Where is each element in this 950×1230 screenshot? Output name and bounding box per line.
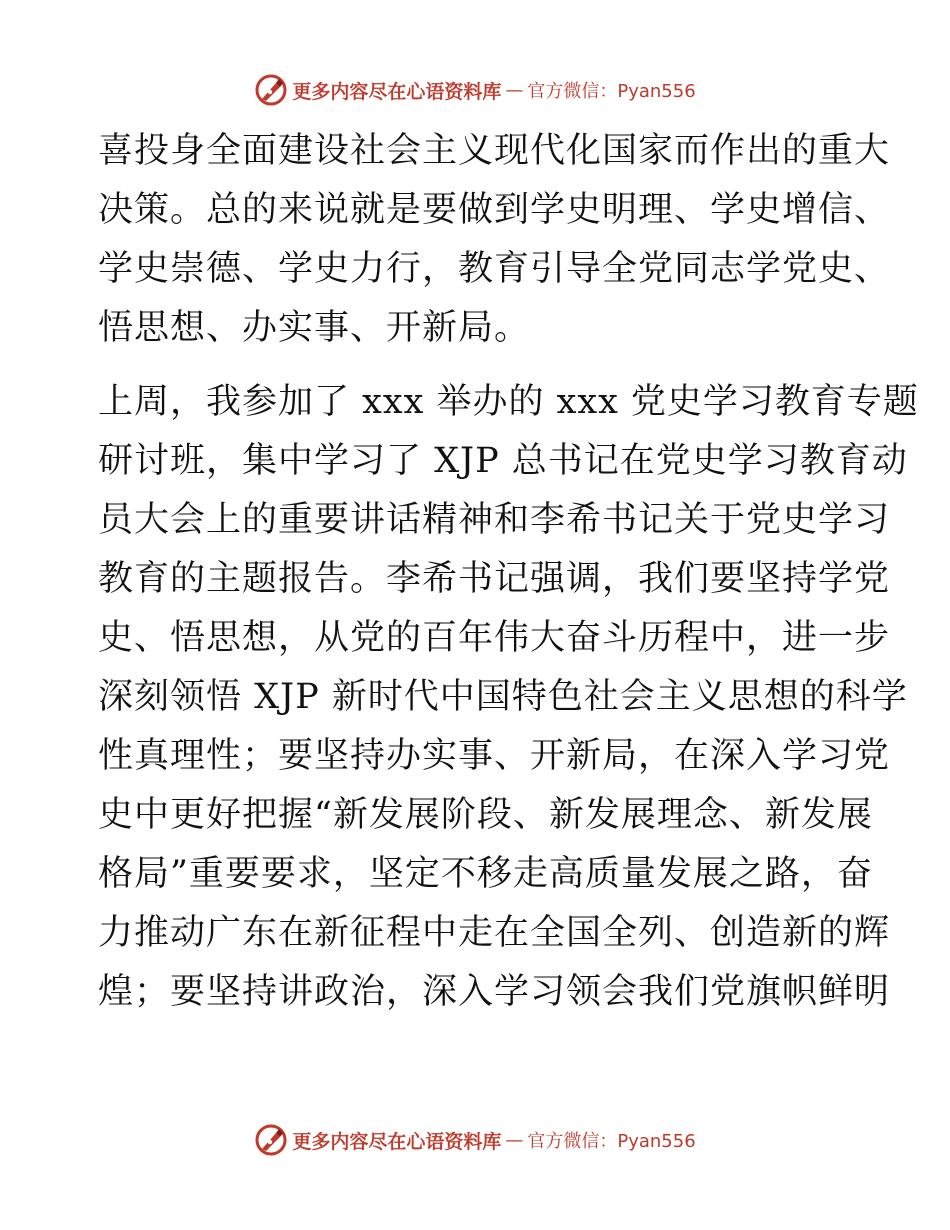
- pen-circle-logo-icon: [254, 1123, 288, 1157]
- text-line: 喜投身全面建设社会主义现代化国家而作出的重大: [98, 131, 891, 171]
- text-line: 上周，我参加了 xxx 举办的 xxx 党史学习教育专题: [98, 382, 919, 422]
- header-watermark-banner: [0, 70, 950, 110]
- watermark-wechat-text: 官方微信：Pyan556: [527, 1131, 696, 1152]
- footer-watermark-inner: [254, 1123, 695, 1157]
- watermark-separator: —: [505, 79, 524, 101]
- text-line: 性真理性；要坚持办实事、开新局，在深入学习党: [98, 736, 891, 776]
- pen-circle-logo-icon: [254, 73, 288, 107]
- watermark-wechat-text: 官方微信：Pyan556: [527, 81, 696, 102]
- header-watermark-inner: [254, 73, 695, 107]
- paragraph-2: [98, 373, 919, 1022]
- watermark-separator: —: [505, 1129, 524, 1151]
- text-line: 史中更好把握“新发展阶段、新发展理念、新发展: [98, 795, 873, 835]
- text-line: 悟思想、办实事、开新局。: [98, 308, 531, 348]
- text-line: 决策。总的来说就是要做到学史明理、学史增信、: [98, 190, 891, 230]
- text-line: 煌；要坚持讲政治，深入学习领会我们党旗帜鲜明: [98, 972, 891, 1012]
- text-line: 深刻领悟 XJP 新时代中国特色社会主义思想的科学: [98, 677, 908, 717]
- text-line: 史、悟思想，从党的百年伟大奋斗历程中，进一步: [98, 618, 891, 658]
- watermark-main-text: 更多内容尽在心语资料库: [292, 1130, 502, 1153]
- text-line: 力推动广东在新征程中走在全国全列、创造新的辉: [98, 913, 891, 953]
- text-line: 学史崇德、学史力行，教育引导全党同志学党史、: [98, 249, 891, 289]
- document-body: [98, 122, 919, 1022]
- text-line: 格局”重要要求，坚定不移走高质量发展之路，奋: [98, 854, 873, 894]
- paragraph-1: [98, 122, 891, 358]
- text-line: 教育的主题报告。李希书记强调，我们要坚持学党: [98, 559, 891, 599]
- footer-watermark-banner: [0, 1120, 950, 1160]
- watermark-main-text: 更多内容尽在心语资料库: [292, 80, 502, 103]
- text-line: 员大会上的重要讲话精神和李希书记关于党史学习: [98, 500, 891, 540]
- text-line: 研讨班，集中学习了 XJP 总书记在党史学习教育动: [98, 441, 908, 481]
